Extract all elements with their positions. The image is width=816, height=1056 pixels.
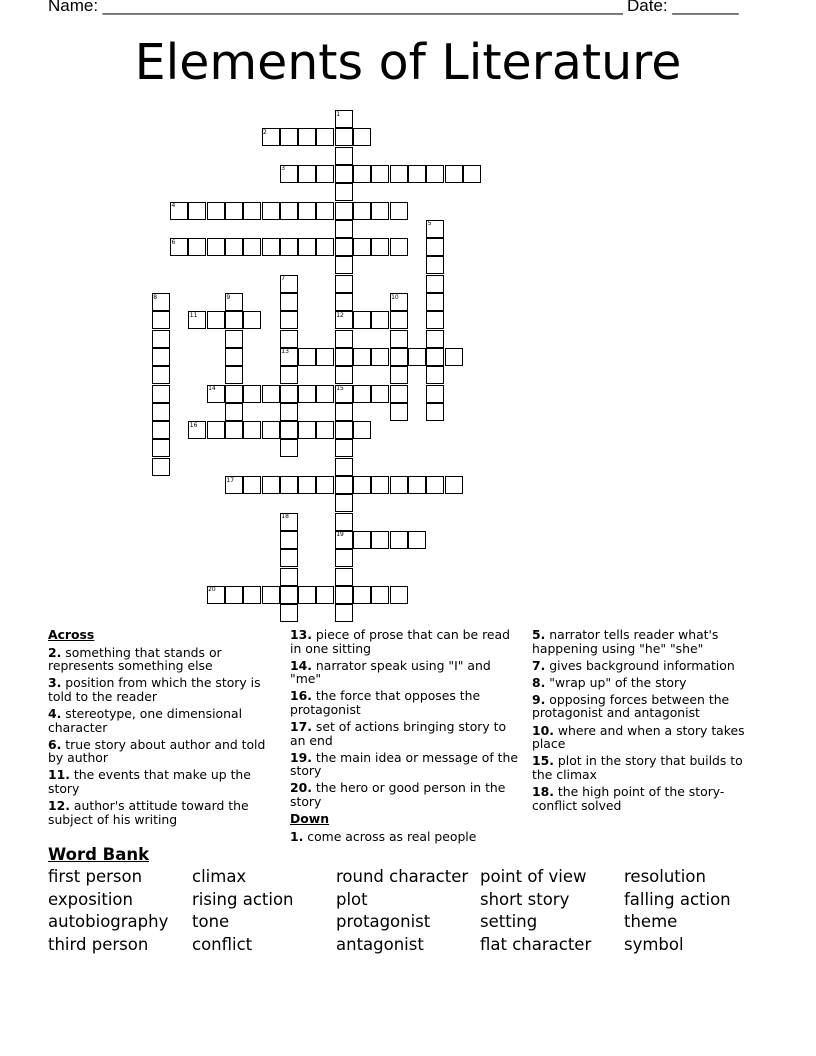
crossword-cell[interactable] [371,311,389,329]
clue-item [532,628,757,655]
crossword-cell[interactable] [298,421,316,439]
clue-number: 14 [208,385,216,392]
crossword-cell[interactable] [243,202,261,220]
clue-text: opposing forces between the protagonist and antagonist [532,691,730,721]
crossword-cell[interactable] [426,165,444,183]
crossword-cell[interactable] [390,531,408,549]
crossword-cell[interactable] [152,330,170,348]
clue-item [48,707,278,734]
clue-number: 9 [226,293,231,301]
clue-text: plot in the story that builds to the climax [532,753,743,782]
crossword-cell[interactable] [371,531,389,549]
crossword-cell[interactable] [371,165,389,183]
crossword-cell[interactable] [298,202,316,220]
crossword-cell[interactable] [408,531,426,549]
clue-item [48,646,278,673]
crossword-cell[interactable] [463,165,481,183]
crossword-cell[interactable] [316,348,334,366]
crossword-cell[interactable] [335,458,353,476]
crossword-cell[interactable] [152,439,170,457]
clue-number-label: 17. [290,719,312,735]
crossword-cell[interactable] [225,403,243,421]
clue-item [290,659,520,686]
clue-number: 6 [171,238,176,246]
clue-number: 10 [391,293,399,301]
crossword-cell[interactable] [353,128,371,146]
crossword-cell[interactable] [426,238,444,256]
crossword-cell[interactable] [390,385,408,403]
word-bank-title: Word Bank [48,845,150,864]
clue-number-label: 13. [290,627,312,642]
crossword-cell[interactable] [280,439,298,457]
crossword-cell[interactable] [298,238,316,256]
clue-number-label: 18. [532,783,554,799]
crossword-cell[interactable] [353,202,371,220]
crossword-cell[interactable] [225,366,243,384]
crossword-cell[interactable] [207,421,225,439]
clue-number-label: 5. [532,627,546,642]
clue-number: 12 [336,311,344,319]
clue-text: narrator tells reader what's happening using "he" "she" [532,627,719,656]
crossword-cell[interactable] [316,385,334,403]
word-bank-item: theme [624,912,678,932]
crossword-cell[interactable] [152,311,170,329]
crossword-cell[interactable] [390,165,408,183]
crossword-cell[interactable] [225,311,243,329]
clue-item [532,659,757,673]
clue-text: the main idea or message of the story [290,749,518,779]
crossword-cell[interactable] [225,238,243,256]
crossword-cell[interactable] [335,165,353,183]
crossword-cell[interactable] [262,586,280,604]
crossword-cell[interactable] [207,311,225,329]
crossword-cell[interactable] [390,202,408,220]
crossword-cell[interactable] [207,238,225,256]
crossword-cell[interactable] [280,238,298,256]
clue-item [532,676,757,690]
crossword-cell[interactable] [335,275,353,293]
across-heading: Across [48,627,95,642]
crossword-cell[interactable] [335,202,353,220]
crossword-cell[interactable] [426,385,444,403]
crossword-cell[interactable] [152,403,170,421]
clue-number: 17 [226,476,235,484]
clue-number-label: 6. [48,736,62,752]
clue-number: 19 [336,531,344,539]
crossword-cell[interactable] [280,311,298,329]
crossword-cell[interactable] [280,549,298,567]
clue-text: "wrap up" of the story [545,674,687,690]
crossword-cell[interactable] [152,458,170,476]
clue-text: the high point of the story- conflict solved [532,783,725,813]
down-clue-list-continued [532,628,757,812]
clue-number: 16 [189,421,198,429]
clue-text: narrator speak using "I" and "me" [290,657,491,687]
crossword-cell[interactable] [243,238,261,256]
clue-number: 11 [189,311,198,319]
clue-text: position from which the story is told to the reader [48,675,261,704]
clue-item [48,676,278,703]
crossword-cell[interactable] [298,586,316,604]
clue-item [48,768,278,795]
crossword-cell[interactable] [390,586,408,604]
clue-text: stereotype, one dimensional character [48,705,243,735]
crossword-cell[interactable] [353,385,371,403]
crossword-cell[interactable] [225,348,243,366]
word-bank-item: flat character [480,935,592,955]
across-clue-list [48,646,278,827]
clue-number-label: 8. [532,674,546,690]
clue-number-label: 2. [48,644,62,660]
clue-item [290,628,520,655]
crossword-cell[interactable] [207,202,225,220]
crossword-cell[interactable] [316,128,334,146]
clues-column-1 [48,628,278,830]
clue-number-label: 15. [532,753,554,769]
crossword-cell[interactable] [152,421,170,439]
crossword-cell[interactable] [390,366,408,384]
clue-item [290,720,520,747]
crossword-cell[interactable] [298,385,316,403]
clue-item [290,689,520,716]
crossword-cell[interactable] [188,202,206,220]
crossword-cell[interactable] [426,293,444,311]
clue-text: where and when a story takes place [532,722,745,752]
crossword-cell[interactable] [225,586,243,604]
crossword-cell[interactable] [426,366,444,384]
crossword-cell[interactable] [353,531,371,549]
clue-number-label: 7. [532,657,546,673]
clue-number: 4 [171,202,176,209]
crossword-cell[interactable] [390,403,408,421]
word-bank-item: rising action [192,889,294,909]
clue-number-label: 1. [290,828,304,844]
crossword-cell[interactable] [426,256,444,274]
clue-text: the hero or good person in the story [290,780,506,810]
clue-number: 18 [281,513,289,521]
crossword-cell[interactable] [408,476,426,494]
crossword-cell[interactable] [371,476,389,494]
clue-item [532,754,757,781]
word-bank-item: short story [480,889,570,909]
word-bank-item: setting [480,912,538,932]
word-bank-item: point of view [480,867,587,886]
word-bank-item: falling action [624,889,731,909]
crossword-cell[interactable] [353,311,371,329]
crossword-cell[interactable] [353,421,371,439]
crossword-cell[interactable] [243,311,261,329]
crossword-cell[interactable] [426,275,444,293]
word-bank-item: tone [192,912,230,932]
crossword-cell[interactable] [152,385,170,403]
crossword-cell[interactable] [426,348,444,366]
crossword-cell[interactable] [243,385,261,403]
crossword-cell[interactable] [335,549,353,567]
crossword-cell[interactable] [152,366,170,384]
word-bank-item: third person [48,935,149,955]
crossword-cell[interactable] [371,238,389,256]
crossword-cell[interactable] [371,586,389,604]
crossword-cell[interactable] [280,586,298,604]
clue-item [48,799,278,826]
clue-item [532,724,757,751]
down-clue-list [290,830,520,844]
clue-text: gives background information [545,657,735,673]
crossword-cell[interactable] [243,476,261,494]
clue-number-label: 11. [48,767,70,783]
crossword-cell[interactable] [280,202,298,220]
crossword-cell[interactable] [390,348,408,366]
crossword-cell[interactable] [426,476,444,494]
crossword-cell[interactable] [280,293,298,311]
crossword-cell[interactable] [298,165,316,183]
clue-number-label: 14. [290,657,312,673]
across-clue-list-continued [290,628,520,809]
crossword-cell[interactable] [280,366,298,384]
crossword-cell[interactable] [316,165,334,183]
crossword-cell[interactable] [335,604,353,622]
crossword-cell[interactable] [280,128,298,146]
crossword-cell[interactable] [225,202,243,220]
word-bank-item: round character [336,867,469,886]
crossword-cell[interactable] [390,476,408,494]
clue-number: 3 [281,165,286,173]
crossword-cell[interactable] [298,348,316,366]
crossword-cell[interactable] [335,147,353,165]
crossword-cell[interactable] [262,476,280,494]
clue-text: the force that opposes the protagonist [290,688,481,717]
crossword-cell[interactable] [426,330,444,348]
crossword-cell[interactable] [262,238,280,256]
clue-number: 15 [336,385,344,392]
clue-number-label: 4. [48,705,62,721]
crossword-cell[interactable] [335,586,353,604]
crossword-cell[interactable] [335,439,353,457]
crossword-cell[interactable] [335,220,353,238]
clue-text: true story about author and told by author [48,736,266,766]
clue-item [532,785,757,812]
word-bank-item: protagonist [336,912,431,932]
word-bank-item: autobiography [48,912,169,932]
clue-number-label: 20. [290,780,312,796]
word-bank-item: first person [48,867,143,886]
crossword-cell[interactable] [225,421,243,439]
crossword-cell[interactable] [280,604,298,622]
crossword-cell[interactable] [335,421,353,439]
crossword-cell[interactable] [316,586,334,604]
crossword-cell[interactable] [262,385,280,403]
crossword-cell[interactable] [188,238,206,256]
name-field[interactable]: Name: _______________________________________________________ [48,0,623,15]
clue-text: the events that make up the story [48,767,251,796]
crossword-cell[interactable] [152,348,170,366]
word-bank-item: exposition [48,889,133,909]
page-title: Elements of Literature [134,34,682,91]
crossword-cell[interactable] [335,494,353,512]
crossword-cell[interactable] [316,202,334,220]
word-bank-item: conflict [192,935,253,955]
crossword-cell[interactable] [335,513,353,531]
crossword-cell[interactable] [335,348,353,366]
crossword-cell[interactable] [408,348,426,366]
crossword-cell[interactable] [280,531,298,549]
clue-number: 5 [427,220,432,228]
crossword-cell[interactable] [280,421,298,439]
crossword-cell[interactable] [390,330,408,348]
clue-text: come across as real people [303,828,477,844]
clues-column-3 [532,628,757,816]
clue-item [290,751,520,778]
clue-text: set of actions bringing story to an end [290,719,507,748]
crossword-cell[interactable] [390,238,408,256]
clue-item [290,830,520,844]
word-bank-item: climax [192,867,247,886]
crossword-cell[interactable] [335,256,353,274]
clue-number-label: 12. [48,798,70,814]
crossword-cell[interactable] [262,421,280,439]
crossword-cell[interactable] [335,403,353,421]
crossword-cell[interactable] [243,421,261,439]
clue-text: author's attitude toward the subject of his writing [48,798,249,827]
crossword-cell[interactable] [445,348,463,366]
clue-number: 7 [281,275,286,283]
crossword-cell[interactable] [316,476,334,494]
crossword-cell[interactable] [335,238,353,256]
crossword-cell[interactable] [445,476,463,494]
crossword-cell[interactable] [371,348,389,366]
clue-number: 1 [336,110,341,118]
crossword-cell[interactable] [316,238,334,256]
crossword-cell[interactable] [280,568,298,586]
crossword-cell[interactable] [353,238,371,256]
word-bank-item: symbol [624,935,684,955]
crossword-cell[interactable] [353,476,371,494]
crossword-cell[interactable] [426,403,444,421]
crossword-cell[interactable] [390,311,408,329]
crossword-cell[interactable] [298,128,316,146]
clue-text: piece of prose that can be read in one sitting [290,627,510,656]
crossword-cell[interactable] [262,202,280,220]
crossword-cell[interactable] [408,165,426,183]
clues-column-2 [290,628,520,847]
clue-number-label: 19. [290,749,312,765]
crossword-cell[interactable] [335,330,353,348]
word-bank-item: antagonist [336,935,424,955]
clue-number-label: 9. [532,691,546,707]
crossword-cell[interactable] [298,476,316,494]
clue-item [290,781,520,808]
clue-number: 8 [153,293,158,301]
crossword-cell[interactable] [316,421,334,439]
crossword-cell[interactable] [335,183,353,201]
clue-text: something that stands or represents something else [48,644,222,674]
crossword-cell[interactable] [225,385,243,403]
crossword-cell[interactable] [335,476,353,494]
crossword-cell[interactable] [335,366,353,384]
clue-number-label: 10. [532,722,554,738]
crossword-cell[interactable] [353,586,371,604]
clue-item [532,693,757,720]
word-bank-item: resolution [624,867,706,886]
clue-number-label: 16. [290,688,312,704]
crossword-cell[interactable] [280,330,298,348]
clue-number: 13 [281,348,289,356]
crossword-cell[interactable] [280,385,298,403]
word-bank-item: plot [336,889,368,909]
crossword-cell[interactable] [353,165,371,183]
crossword-cell[interactable] [335,128,353,146]
date-field[interactable]: Date: _______ [627,0,739,15]
clue-item [48,738,278,765]
crossword-cell[interactable] [280,403,298,421]
down-heading: Down [290,811,330,827]
crossword-cell[interactable] [243,586,261,604]
crossword-cell[interactable] [353,348,371,366]
clue-number: 20 [208,586,216,594]
crossword-cell[interactable] [371,202,389,220]
clue-number: 2 [263,128,267,136]
crossword-cell[interactable] [225,330,243,348]
crossword-cell[interactable] [426,311,444,329]
crossword-cell[interactable] [371,385,389,403]
crossword-cell[interactable] [445,165,463,183]
crossword-cell[interactable] [335,568,353,586]
crossword-cell[interactable] [335,293,353,311]
clue-number-label: 3. [48,675,62,691]
crossword-cell[interactable] [280,476,298,494]
